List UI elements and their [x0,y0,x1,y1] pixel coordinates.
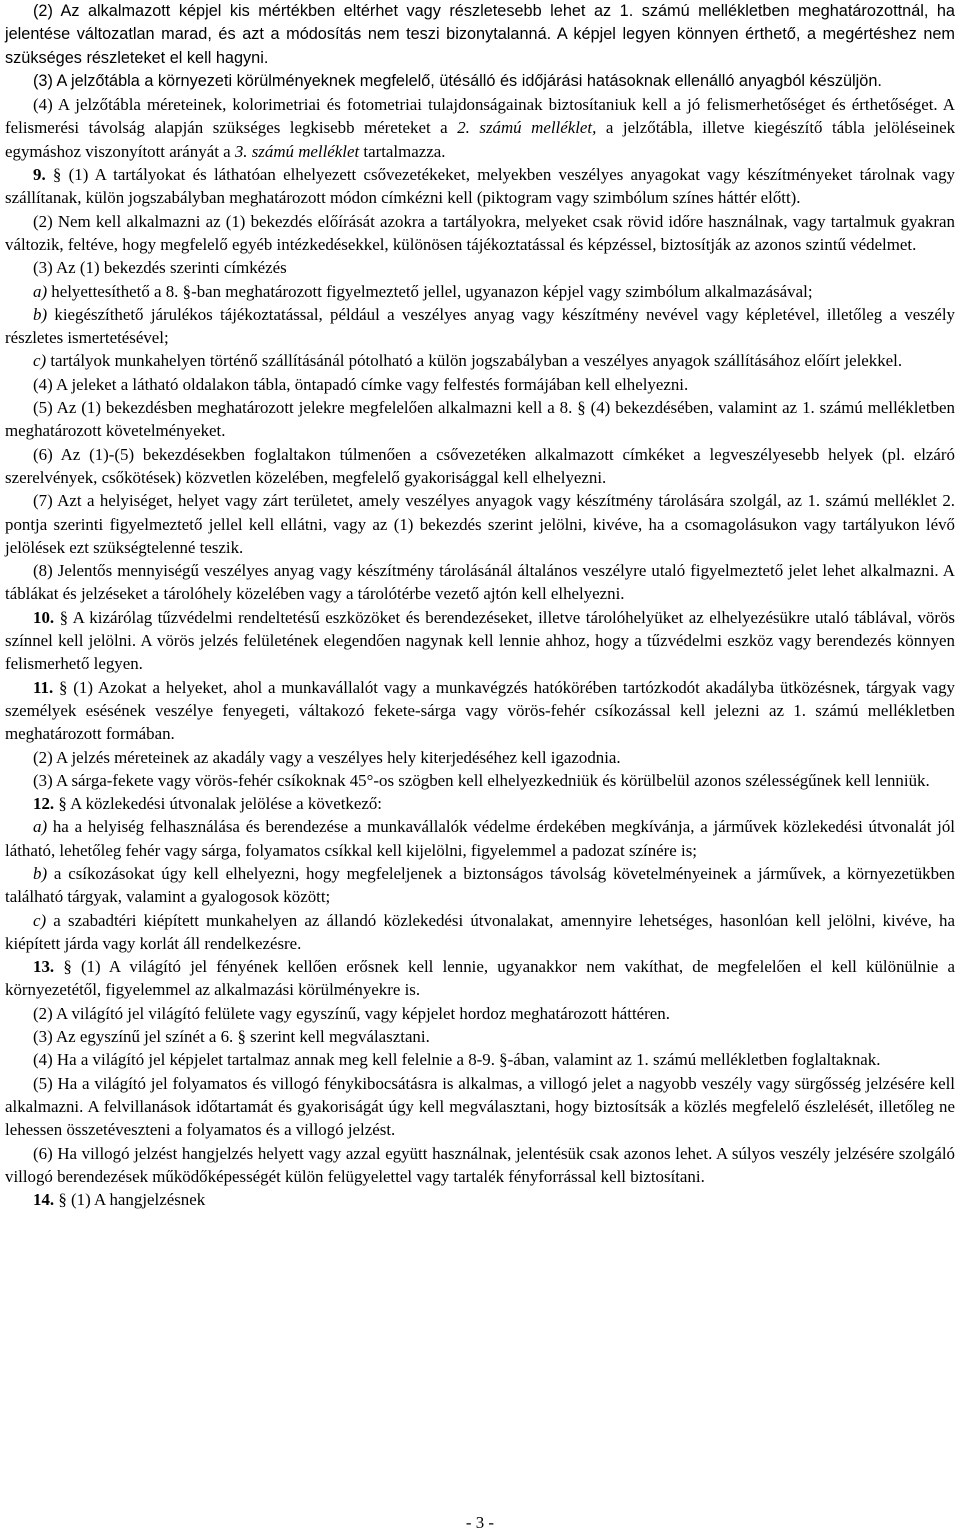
text-run: (2) A jelzés méreteinek az akadály vagy a veszélyes hely kiterjedéséhez kell igazodnia. [33,747,621,767]
text-run: (7) Azt a helyiséget, helyet vagy zárt területet, amely veszélyes anyagok vagy készítmény tárolására szolgál, az 1. számú melléklet 2. pontja szerinti figyelmeztető jellel kell ellátni, vagy az (1) bekezdés szerint jelölni, kivéve, ha a csomagolásukon vagy tartályukon lévő jelölések ezt szükségtelenné teszik. [5,491,955,557]
text-run: § (1) Azokat a helyeket, ahol a munkavállalót vagy a munkavégzés hatókörében tartózkodót akadályba ütközésnek, tárgyak vagy személyek esésének veszélye fenyegeti, váltakozó fekete-sárga vagy vörös-fehér csíkozással kell jelezni az 1. számú mellékletben meghatározott formában. [5,677,955,744]
text-run: kiegészíthető járulékos tájékoztatással, például a veszélyes anyag vagy készítmény nevével vagy képletével, illetőleg a veszély részletes ismertetésével; [5,304,955,348]
text-run: (4) Ha a világító jel képjelet tartalmaz annak meg kell felelnie a 8-9. §-ában, valamint az 1. számú mellékletben foglaltaknak. [33,1050,881,1070]
text-run: a jelzőtábla, illetve kiegészítő tábla jelöléseinek egymáshoz viszonyított arányát a [5,118,956,161]
paragraph-p12 [5,443,955,490]
document-body [5,0,955,1211]
text-run: (3) A sárga-fekete vagy vörös-fehér csíkoknak 45°-os szögben kell elhelyezkedniük és körülbelül azonos szélességűnek kell lenniük. [33,770,930,790]
paragraph-p22 [5,909,955,956]
paragraph-p25 [5,1025,955,1048]
paragraph-p23 [5,955,955,1002]
section-number: 10. [33,607,55,627]
paragraph-p28 [5,1142,955,1189]
paragraph-p21 [5,862,955,909]
paragraph-p18 [5,769,955,792]
paragraph-p3 [5,93,955,163]
text-run: § A kizárólag tűzvédelmi rendeltetésű eszközöket és berendezéseket, illetve tárolóhelyüket az elhelyezésükre utaló táblával, vörös színnel kell jelölni. A vörös jelzés felületének elegendően nagynak kell lennie ahhoz, hogy a tűzvédelmi eszköz vagy berendezés könnyen felismerhető legyen. [5,607,955,674]
section-number: 14. [33,1190,55,1210]
section-number: 12. [33,794,55,814]
paragraph-p27 [5,1072,955,1142]
section-number: 11. [33,677,54,697]
paragraph-p7 [5,280,955,303]
paragraph-p4 [5,163,955,210]
text-run: ha a helyiség felhasználása és berendezése a munkavállalók védelme érdekében megkívánja, a járművek közlekedési útvonalát jól látható, lehetőleg fehér vagy sárga, folyamatos csíkkal kell kijelölni, figyelemmel a padozat színére is; [5,817,955,860]
paragraph-p15 [5,606,955,676]
italic-text: b) [33,863,48,883]
paragraph-p11 [5,396,955,443]
text-run: (5) Ha a világító jel folyamatos és villogó fénykibocsátásra is alkalmas, a villogó jelet a nagyobb veszély vagy sürgősség jelzésére kell alkalmazni. A felvillanások időtartamát és gyakoriságát úgy kell megválasztani, hogy biztosítsák a közlés megfelelő észlelését, illetőleg ne lehessen összetéveszteni a folyamatos és a villogó jelzést. [5,1073,955,1140]
paragraph-p2 [5,70,955,93]
paragraph-p20 [5,815,955,862]
text-run: § (1) A tartályokat és láthatóan elhelyezett csővezetékeket, melyekben veszélyes anyagokat vagy készítményeket tárolnak vagy szállítanak, külön jogszabályban meghatározott módon címkézni kell (piktogram vagy szimbólum színes háttér előtt). [5,165,955,208]
italic-text: c) [33,351,47,371]
paragraph-p16 [5,676,955,746]
paragraph-p29 [5,1188,955,1211]
text-run: § A közlekedési útvonalak jelölése a következő: [54,794,382,814]
text-run: (6) Ha villogó jelzést hangjelzés helyett vagy azzal együtt használnak, jelentésük csak azonos lehet. A súlyos veszély jelzésére szolgáló villogó berendezések működőképességét külön felügyelettel vagy tartalék fényforrással kell biztosítani. [5,1143,955,1186]
paragraph-p10 [5,373,955,396]
italic-text: 3. számú melléklet [234,141,360,161]
paragraph-p19 [5,792,955,815]
text-run: helyettesíthető a 8. §-ban meghatározott figyelmeztető jellel, ugyanazon képjel vagy szimbólum alkalmazásával; [47,281,813,301]
text-run: (4) A jeleket a látható oldalakon tábla, öntapadó címke vagy felfestés formájában kell elhelyezni. [33,374,689,394]
paragraph-p26 [5,1048,955,1071]
text-run: § (1) A világító jel fényének kellően erősnek kell lennie, ugyanakkor nem vakíthat, de megfelelően el kell különülnie a környezetétől, figyelemmel az alkalmazási körülményekre is. [5,957,955,1000]
text-run: (6) Az (1)-(5) bekezdésekben foglaltakon túlmenően a csővezetéken alkalmazott címkéket a legveszélyesebb helyek (pl. elzáró szerelvények, csőkötések) közvetlen közelében, megfelelő gyakorisággal kell elhelyezni. [5,444,955,487]
text-run: (3) Az egyszínű jel színét a 6. § szerint kell megválasztani. [33,1027,430,1047]
text-run: (2) Nem kell alkalmazni az (1) bekezdés előírását azokra a tartályokra, melyeket csak rövid időre használnak, vagy tartalmuk gyakran változik, feltéve, hogy megfelelő egyéb intézkedésekkel, különösen tájékoztatással és képzéssel, biztosítják az azonos szintű védelmet. [5,211,955,254]
text-run: (4) A jelzőtábla méreteinek, kolorimetriai és fotometriai tulajdonságainak biztosítaniuk kell a jó felismerhetőséget és érthetőséget. A felismerési távolság alapján szükséges legkisebb méreteket a [5,95,955,138]
text-run: a szabadtéri kiépített munkahelyen az állandó közlekedési útvonalakat, amennyire lehetséges, hasonlóan kell jelölni, kivéve, ha kiépített járda vagy korlát áll rendelkezésre. [5,910,955,953]
italic-text: a) [33,281,48,301]
italic-text: b) [33,304,48,324]
text-run: tartályok munkahelyen történő szállításánál pótolható a külön jogszabályban a veszélyes anyagok szállításához előírt jelekkel. [46,351,903,371]
paragraph-p8 [5,303,955,350]
italic-text: 2. számú melléklet, [457,118,597,138]
text-run: (3) Az (1) bekezdés szerinti címkézés [33,258,287,278]
paragraph-p14 [5,559,955,606]
paragraph-p5 [5,210,955,257]
page-number: - 3 - [465,1513,495,1532]
section-number: 9. [33,165,46,185]
paragraph-p17 [5,746,955,769]
text-run: tartalmazza. [359,141,446,161]
paragraph-p13 [5,489,955,559]
text-run: (5) Az (1) bekezdésben meghatározott jelekre megfelelően alkalmazni kell a 8. § (4) bekezdésében, valamint az 1. számú mellékletben meghatározott követelményeket. [5,398,955,441]
section-number: 13. [33,957,55,977]
text-run: (3) A jelzőtábla a környezeti körülményeknek megfelelő, ütésálló és időjárási hatásoknak ellenálló anyagból készüljön. [33,71,882,90]
italic-text: a) [33,817,48,837]
italic-text: c) [33,910,47,930]
text-run: (2) A világító jel világító felülete vagy egyszínű, vagy képjelet hordoz meghatározott háttéren. [33,1003,670,1023]
text-run: a csíkozásokat úgy kell elhelyezni, hogy megfeleljenek a biztonságos távolság követelményeinek a járművek, a környezetükben található tárgyak, valamint a gyalogosok között; [5,863,955,907]
text-run: (2) Az alkalmazott képjel kis mértékben eltérhet vagy részletesebb lehet az 1. számú mellékletben meghatározottnál, ha jelentése változatlan marad, és azt a módosítás nem teszi bizonytalanná. A képjel legyen könnyen érthető, a megértéshez nem szükséges részleteket el kell hagyni. [5,2,955,67]
text-run: (8) Jelentős mennyiségű veszélyes anyag vagy készítmény tárolásánál általános veszélyre utaló figyelmeztető jelet lehet alkalmazni. A táblákat és jelzéseket a tárolóhely közelében vagy a tárolótérbe vezető ajtón kell elhelyezni. [5,561,955,604]
paragraph-p6 [5,256,955,279]
text-run: § (1) A hangjelzésnek [54,1190,206,1210]
paragraph-p9 [5,349,955,372]
paragraph-p24 [5,1002,955,1025]
paragraph-p1 [5,0,955,70]
